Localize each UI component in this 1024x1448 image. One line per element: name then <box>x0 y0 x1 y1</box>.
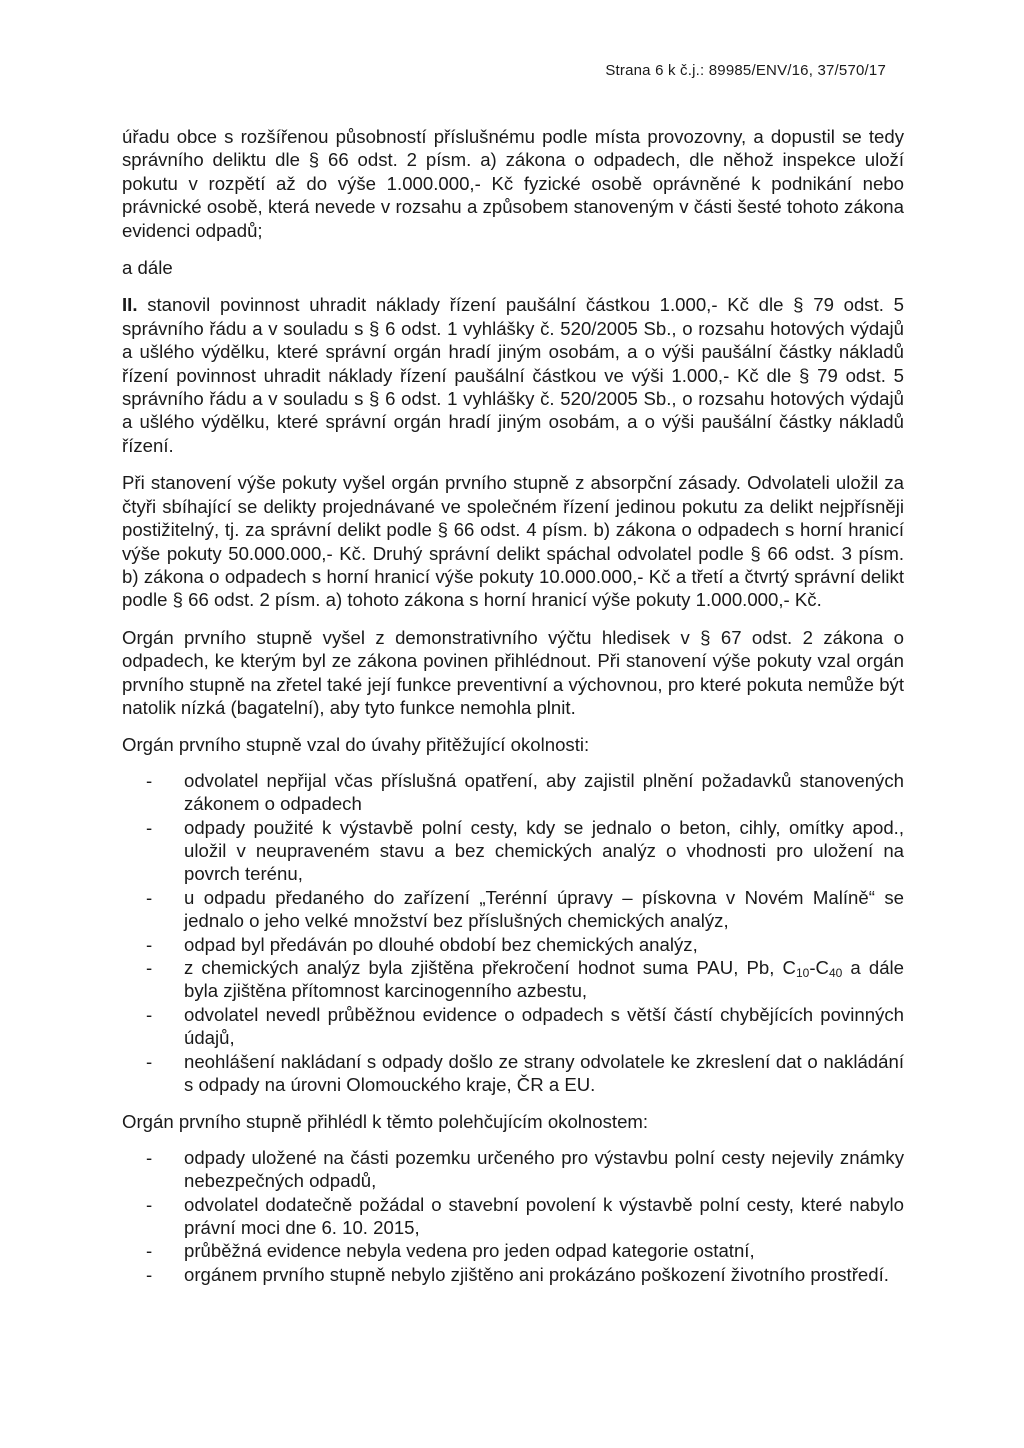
list-item: - odpad byl předáván po dlouhé období bez chemických analýz, <box>146 933 698 955</box>
paragraph-aggravating-intro: Orgán prvního stupně vzal do úvahy přitěžující okolnosti: <box>122 734 590 756</box>
paragraph-point-ii <box>122 293 904 457</box>
list-item: - odvolatel dodatečně požádal o stavební povolení k výstavbě polní cesty, které nabylo právní moci dne 6. 10. 2015, <box>146 1193 904 1239</box>
page-reference: Strana 6 k č.j.: 89985/ENV/16, 37/570/17 <box>605 62 886 79</box>
list-item: - orgánem prvního stupně nebylo zjištěno ani prokázáno poškození životního prostředí. <box>146 1263 889 1285</box>
point-ii-text: stanovil povinnost uhradit náklady řízení paušální částkou 1.000,- Kč dle § 79 odst. 5 správního řádu a v souladu s § 6 odst. 1 vyhlášky č. 520/2005 Sb., o rozsahu hotových výdajů a ušlého výdělku, které správní orgán hradí jiným osobám, a o výši paušální částky nákladů řízení povinnost uhradit náklady řízení paušální částkou ve výši 1.000,- Kč dle § 79 odst. 5 správního řádu a v souladu s § 6 odst. 1 vyhlášky č. 520/2005 Sb., o rozsahu hotových výdajů a ušlého výdělku, které správní orgán hradí jiným osobám, a o výši paušální částky nákladů řízení. <box>122 294 904 456</box>
list-item: - odvolatel nepřijal včas příslušná opatření, aby zajistil plnění požadavků stanovených zákonem o odpadech <box>146 769 904 815</box>
list-item: - z chemických analýz byla zjištěna překročení hodnot suma PAU, Pb, $C_{10}-C_{40}$ a dále byla zjištěna přítomnost karcinogenního azbestu, <box>146 957 905 1002</box>
list-item: - neohlášení nakládaní s odpady došlo ze strany odvolatele ke zkreslení dat o nakládání s odpady na úrovni Olomouckého kraje, ČR a EU. <box>146 1050 904 1096</box>
aggravating-list <box>122 769 904 1097</box>
document-body <box>122 125 904 1286</box>
point-ii-label: II. <box>122 294 138 316</box>
paragraph-a-dale: a dále <box>122 257 173 279</box>
mitigating-list <box>122 1146 904 1286</box>
paragraph-1: úřadu obce s rozšířenou působností příslušnému podle místa provozovny, a dopustil se tedy správního deliktu dle § 66 odst. 2 písm. a) zákona o odpadech, dle něhož inspekce uloží pokutu v rozpětí až do výše 1.000.000,- Kč fyzické osobě oprávněné k podnikání nebo právnické osobě, která nevede v rozsahu a způsobem stanoveným v části šesté tohoto zákona evidenci odpadů; <box>122 126 904 241</box>
list-item: - odvolatel nevedl průběžnou evidence o odpadech s větší částí chybějících povinných údajů, <box>146 1003 904 1049</box>
list-item: - u odpadu předaného do zařízení „Terénní úpravy – pískovna v Novém Malíně“ se jednalo o jeho velké množství bez příslušných chemických analýz, <box>146 886 904 932</box>
list-item: - odpady použité k výstavbě polní cesty, kdy se jednalo o beton, cihly, omítky apod., uložil v neupraveném stavu a bez chemických analýz o vhodnosti pro uložení na povrch terénu, <box>146 816 904 885</box>
list-item: - odpady uložené na části pozemku určeného pro výstavbu polní cesty nejevily známky nebezpečných odpadů, <box>146 1146 904 1192</box>
paragraph-mitigating-intro: Orgán prvního stupně přihlédl k těmto polehčujícím okolnostem: <box>122 1111 649 1133</box>
paragraph-criteria: Orgán prvního stupně vyšel z demonstrativního výčtu hledisek v § 67 odst. 2 zákona o odpadech, ke kterým byl ze zákona povinen přihlédnout. Při stanovení výše pokuty vzal orgán prvního stupně na zřetel také její funkce preventivní a výchovnou, pro které pokuta nemůže být natolik nízká (bagatelní), aby tyto funkce nemohla plnit. <box>122 626 904 718</box>
paragraph-absorption: Při stanovení výše pokuty vyšel orgán prvního stupně z absorpční zásady. Odvolateli uložil za čtyři sbíhající se delikty projednávané ve společném řízení jedinou pokutu za delikt nejpřísněji postižitelný, tj. za správní delikt podle § 66 odst. 4 písm. b) zákona o odpadech s horní hranicí výše pokuty 50.000.000,- Kč. Druhý správní delikt spáchal odvolatel podle § 66 odst. 3 písm. b) zákona o odpadech s horní hranicí výše pokuty 10.000.000,- Kč a třetí a čtvrtý správní delikt podle § 66 odst. 2 písm. a) tohoto zákona s horní hranicí výše pokuty 1.000.000,- Kč. <box>122 472 904 611</box>
list-item: - průběžná evidence nebyla vedena pro jeden odpad kategorie ostatní, <box>146 1240 755 1262</box>
